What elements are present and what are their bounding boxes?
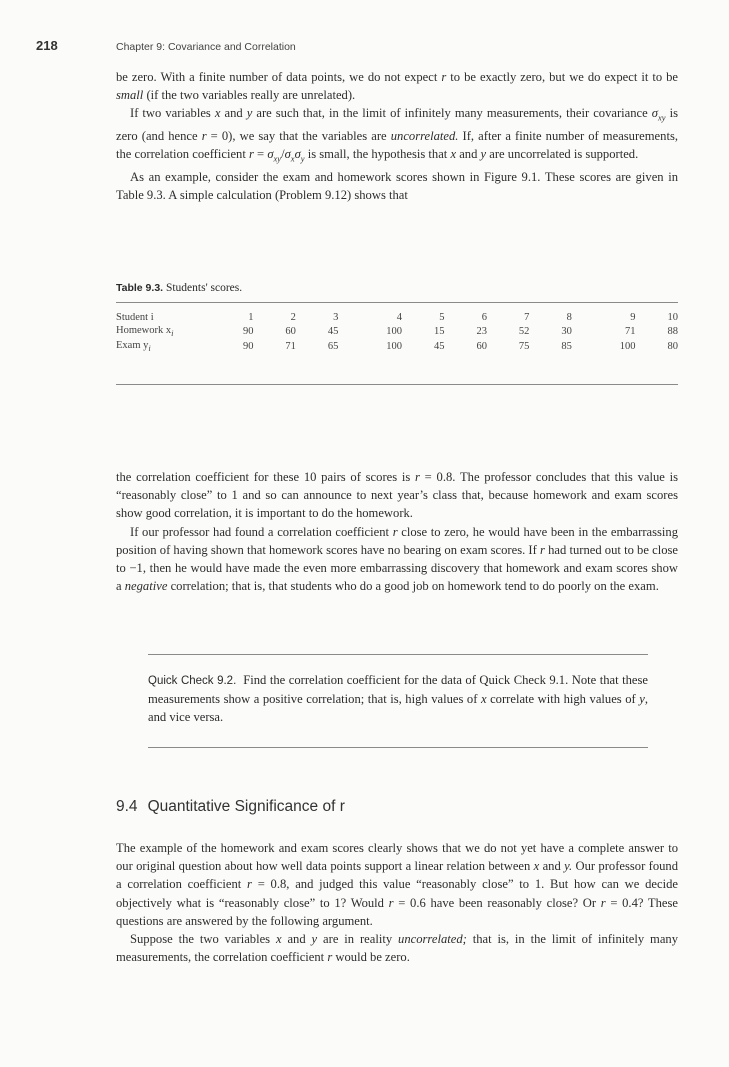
discussion-paragraphs bbox=[116, 468, 678, 595]
table-cell: 3 bbox=[333, 312, 339, 323]
row-label: Homework $x_i$ bbox=[116, 325, 174, 339]
table-cell: 2 bbox=[290, 312, 296, 323]
quick-check-bottom-rule bbox=[148, 747, 648, 748]
page-header bbox=[36, 38, 676, 53]
table-cell: 6 bbox=[481, 312, 487, 323]
table-cell: 75 bbox=[518, 341, 530, 353]
section-paragraphs bbox=[116, 839, 678, 966]
table-cell: 90 bbox=[242, 326, 254, 338]
table-cell: 80 bbox=[667, 341, 678, 353]
table-cell: 45 bbox=[327, 326, 339, 338]
table-row bbox=[116, 311, 678, 324]
section-title: Quantitative Significance of r bbox=[147, 798, 345, 815]
paragraph: the correlation coefficient for these 10 pairs of scores is r = 0.8. The professor concludes that this value is “reasonably close” to 1 and so can announce to next year’s class that, because homework and exam scores show good correlation, it is important to do the homework. bbox=[116, 470, 678, 521]
table-bottom-rule bbox=[116, 384, 678, 385]
paragraph: Suppose the two variables x and y are in reality uncorrelated; that is, in the limit of infinitely many measurements, the correlation coefficient r would be zero. bbox=[116, 932, 678, 965]
table-cell: 1 bbox=[248, 312, 254, 323]
table-cell: 10 bbox=[667, 312, 678, 323]
table-cell: 60 bbox=[476, 341, 487, 353]
table-label: Table 9.3. bbox=[116, 282, 164, 294]
table-cell: 71 bbox=[625, 326, 636, 338]
table-cell: 5 bbox=[439, 312, 445, 323]
table-cell: 88 bbox=[667, 326, 678, 338]
table-top-rule bbox=[116, 302, 678, 303]
page-number: 218 bbox=[36, 38, 58, 53]
table-cell: 90 bbox=[242, 341, 254, 353]
paragraph: be zero. With a finite number of data points, we do not expect r to be exactly zero, but we do expect it to be small (if the two variables really are unrelated). bbox=[116, 70, 678, 103]
scores-table-block bbox=[116, 282, 678, 385]
quick-check-box bbox=[148, 654, 648, 748]
table-cell: 30 bbox=[561, 326, 572, 338]
paragraph: As an example, consider the exam and homework scores shown in Figure 9.1. These scores are given in Table 9.3. A simple calculation (Problem 9.12) shows that bbox=[116, 170, 678, 203]
table-cell: 15 bbox=[433, 326, 445, 338]
table-cell: 52 bbox=[518, 326, 530, 338]
table-row bbox=[116, 339, 678, 354]
table-cell: 85 bbox=[561, 341, 572, 353]
quick-check-top-rule bbox=[148, 654, 648, 655]
intro-paragraphs bbox=[116, 68, 678, 204]
table-cell: 60 bbox=[285, 326, 296, 338]
scores-table bbox=[116, 311, 678, 354]
paragraph: If two variables x and y are such that, in the limit of infinitely many measurements, their covariance $\sigma_{xy}$ is zero (and hence r = 0), we say that the variables are uncorrelated. If, after a finite number of measurements, the correlation coefficient $r = \sigma_{xy}/\sigma_x\sigma_y$ is small, the hypothesis that x and y are uncorrelated is supported. bbox=[116, 106, 678, 164]
section-heading bbox=[116, 798, 345, 816]
paragraph: The example of the homework and exam scores clearly shows that we do not yet have a complete answer to our original question about how well data points support a linear relation between x and y. Our professor found a correlation coefficient r = 0.8, and judged this value “reasonably close” to 1. But how can we decide objectively what is “reasonably close” to 1? Would r = 0.6 have been reasonably close? Or r = 0.4? These questions are answered by the following argument. bbox=[116, 841, 679, 928]
table-cell: 4 bbox=[396, 312, 403, 323]
running-head: Chapter 9: Covariance and Correlation bbox=[116, 41, 296, 53]
paragraph: If our professor had found a correlation coefficient r close to zero, he would have been in the embarrassing position of having shown that homework scores have no bearing on exam scores. If r had turned out to be close to −1, then he would have made the even more embarrassing discovery that homework and exam scores show a negative correlation; that is, that students who do a good job on homework tend to do poorly on the exam. bbox=[116, 524, 678, 594]
table-row bbox=[116, 324, 678, 339]
table-cell: 7 bbox=[524, 312, 530, 323]
table-cell: 23 bbox=[476, 326, 487, 338]
row-label: Student i bbox=[116, 312, 154, 323]
table-cell: 71 bbox=[285, 341, 296, 353]
quick-check-text: Quick Check 9.2. Find the correlation coefficient for the data of Quick Check 9.1. Note that these measurements show a positive correlation; that is, high values of x correlate with high values of y, and vice versa. bbox=[148, 673, 648, 725]
row-label: Exam $y_i$ bbox=[116, 340, 151, 354]
table-cell: 100 bbox=[619, 341, 636, 353]
table-cell: 8 bbox=[566, 312, 572, 323]
table-cell: 100 bbox=[386, 326, 403, 338]
section-number: 9.4 bbox=[116, 798, 138, 815]
table-cell: 65 bbox=[327, 341, 339, 353]
quick-check-label: Quick Check 9.2. bbox=[148, 675, 237, 687]
table-caption-text: Students' scores. bbox=[165, 282, 243, 294]
table-cell: 45 bbox=[433, 341, 445, 353]
table-cell: 100 bbox=[386, 341, 403, 353]
table-caption bbox=[116, 282, 678, 294]
table-cell: 9 bbox=[630, 312, 636, 323]
